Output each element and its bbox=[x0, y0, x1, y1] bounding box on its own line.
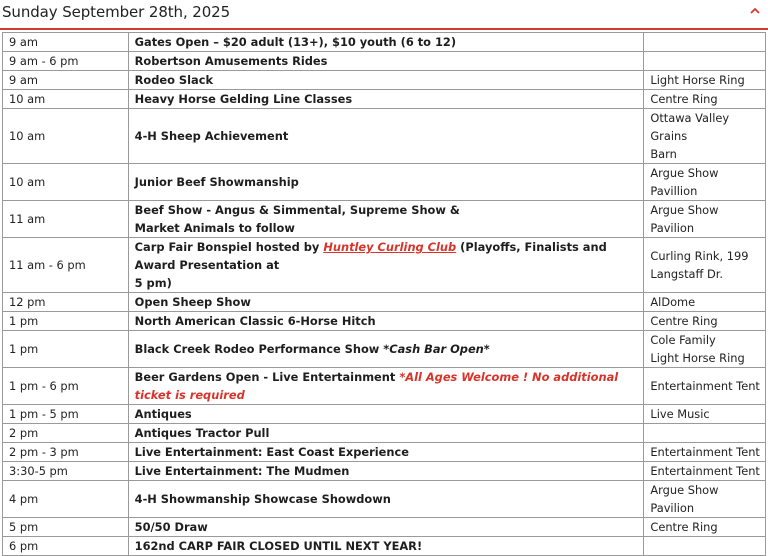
time-cell: 2 pm - 3 pm bbox=[3, 443, 129, 462]
event-cell: Live Entertainment: East Coast Experience bbox=[128, 443, 644, 462]
event-text: Black Creek Rodeo Performance Show bbox=[134, 342, 384, 356]
event-cell: Heavy Horse Gelding Line Classes bbox=[128, 90, 644, 109]
location-cell: Centre Ring bbox=[644, 312, 766, 331]
time-cell: 3:30-5 pm bbox=[3, 462, 129, 481]
time-cell: 9 am - 6 pm bbox=[3, 52, 129, 71]
table-row bbox=[3, 368, 766, 405]
event-cell: 4-H Sheep Achievement bbox=[128, 109, 644, 164]
event-cell: Rodeo Slack bbox=[128, 71, 644, 90]
event-cell: North American Classic 6-Horse Hitch bbox=[128, 312, 644, 331]
location-cell: Argue Show Pavilion bbox=[644, 481, 766, 518]
event-cell: Gates Open – $20 adult (13+), $10 youth (6 to 12) bbox=[128, 33, 644, 52]
event-cell: Robertson Amusements Rides bbox=[128, 52, 644, 71]
event-cell: Antiques bbox=[128, 405, 644, 424]
huntley-curling-club-link[interactable]: Huntley Curling Club bbox=[323, 240, 457, 254]
event-cell bbox=[128, 238, 644, 293]
table-row bbox=[3, 33, 766, 52]
location-cell bbox=[644, 424, 766, 443]
event-cell: 162nd CARP FAIR CLOSED UNTIL NEXT YEAR! bbox=[128, 537, 644, 556]
event-cell bbox=[128, 368, 644, 405]
table-row bbox=[3, 293, 766, 312]
time-cell: 9 am bbox=[3, 33, 129, 52]
table-row bbox=[3, 164, 766, 201]
event-cell: Open Sheep Show bbox=[128, 293, 644, 312]
event-line bbox=[135, 238, 640, 274]
table-row bbox=[3, 462, 766, 481]
event-cell: Antiques Tractor Pull bbox=[128, 424, 644, 443]
table-row bbox=[3, 405, 766, 424]
event-note: *Cash Bar Open* bbox=[383, 342, 490, 356]
table-row bbox=[3, 424, 766, 443]
location-cell: Light Horse Ring bbox=[644, 71, 766, 90]
table-row bbox=[3, 537, 766, 556]
chevron-up-icon[interactable] bbox=[748, 4, 762, 18]
table-row bbox=[3, 201, 766, 238]
day-header[interactable] bbox=[0, 0, 768, 30]
table-row bbox=[3, 71, 766, 90]
day-title: Sunday September 28th, 2025 bbox=[2, 3, 231, 21]
event-text: Carp Fair Bonspiel hosted by bbox=[134, 240, 324, 254]
time-cell: 4 pm bbox=[3, 481, 129, 518]
event-cell: Live Entertainment: The Mudmen bbox=[128, 462, 644, 481]
location-cell bbox=[644, 238, 766, 293]
table-row bbox=[3, 443, 766, 462]
location-line: Light Horse Ring bbox=[650, 351, 745, 365]
event-cell: 50/50 Draw bbox=[128, 518, 644, 537]
time-cell: 11 am bbox=[3, 201, 129, 238]
location-cell: Argue Show Pavillion bbox=[644, 164, 766, 201]
event-cell bbox=[128, 331, 644, 368]
table-row bbox=[3, 109, 766, 164]
location-cell: Entertainment Tent bbox=[644, 443, 766, 462]
time-cell: 1 pm - 5 pm bbox=[3, 405, 129, 424]
event-note: *All Ages Welcome ! No additional ticket is required bbox=[134, 370, 619, 402]
event-cell bbox=[128, 201, 644, 238]
table-row bbox=[3, 90, 766, 109]
location-line: Langstaff Dr. bbox=[650, 267, 724, 281]
time-cell: 10 am bbox=[3, 109, 129, 164]
location-cell: Argue Show Pavilion bbox=[644, 201, 766, 238]
event-text: (Playoffs, Finalists and Award Presentation at bbox=[134, 240, 607, 272]
time-cell: 5 pm bbox=[3, 518, 129, 537]
time-cell: 1 pm - 6 pm bbox=[3, 368, 129, 405]
table-row bbox=[3, 312, 766, 331]
event-line: Market Animals to follow bbox=[134, 221, 295, 235]
time-cell: 10 am bbox=[3, 164, 129, 201]
location-cell: Centre Ring bbox=[644, 518, 766, 537]
time-cell: 6 pm bbox=[3, 537, 129, 556]
event-line: Beef Show - Angus & Simmental, Supreme Show & bbox=[134, 203, 460, 217]
time-cell: 1 pm bbox=[3, 312, 129, 331]
time-cell: 1 pm bbox=[3, 331, 129, 368]
table-row bbox=[3, 481, 766, 518]
location-line: Curling Rink, 199 bbox=[650, 249, 749, 263]
time-cell: 12 pm bbox=[3, 293, 129, 312]
time-cell: 2 pm bbox=[3, 424, 129, 443]
event-line: 5 pm) bbox=[134, 276, 172, 290]
location-line: Ottawa Valley Grains bbox=[650, 111, 730, 143]
table-row bbox=[3, 518, 766, 537]
location-cell: Live Music bbox=[644, 405, 766, 424]
time-cell: 10 am bbox=[3, 90, 129, 109]
event-cell: Junior Beef Showmanship bbox=[128, 164, 644, 201]
time-cell: 9 am bbox=[3, 71, 129, 90]
location-cell bbox=[644, 109, 766, 164]
location-line: Cole Family bbox=[650, 333, 716, 347]
location-cell: AlDome bbox=[644, 293, 766, 312]
location-line: Barn bbox=[650, 147, 677, 161]
event-text: Beer Gardens Open - Live Entertainment bbox=[134, 370, 400, 384]
table-row bbox=[3, 331, 766, 368]
table-row bbox=[3, 238, 766, 293]
location-cell: Entertainment Tent bbox=[644, 368, 766, 405]
location-cell: Entertainment Tent bbox=[644, 462, 766, 481]
event-cell: 4-H Showmanship Showcase Showdown bbox=[128, 481, 644, 518]
location-cell: Centre Ring bbox=[644, 90, 766, 109]
location-cell bbox=[644, 52, 766, 71]
time-cell: 11 am - 6 pm bbox=[3, 238, 129, 293]
schedule-table bbox=[2, 32, 766, 556]
table-row bbox=[3, 52, 766, 71]
location-cell bbox=[644, 33, 766, 52]
location-cell bbox=[644, 537, 766, 556]
location-cell bbox=[644, 331, 766, 368]
